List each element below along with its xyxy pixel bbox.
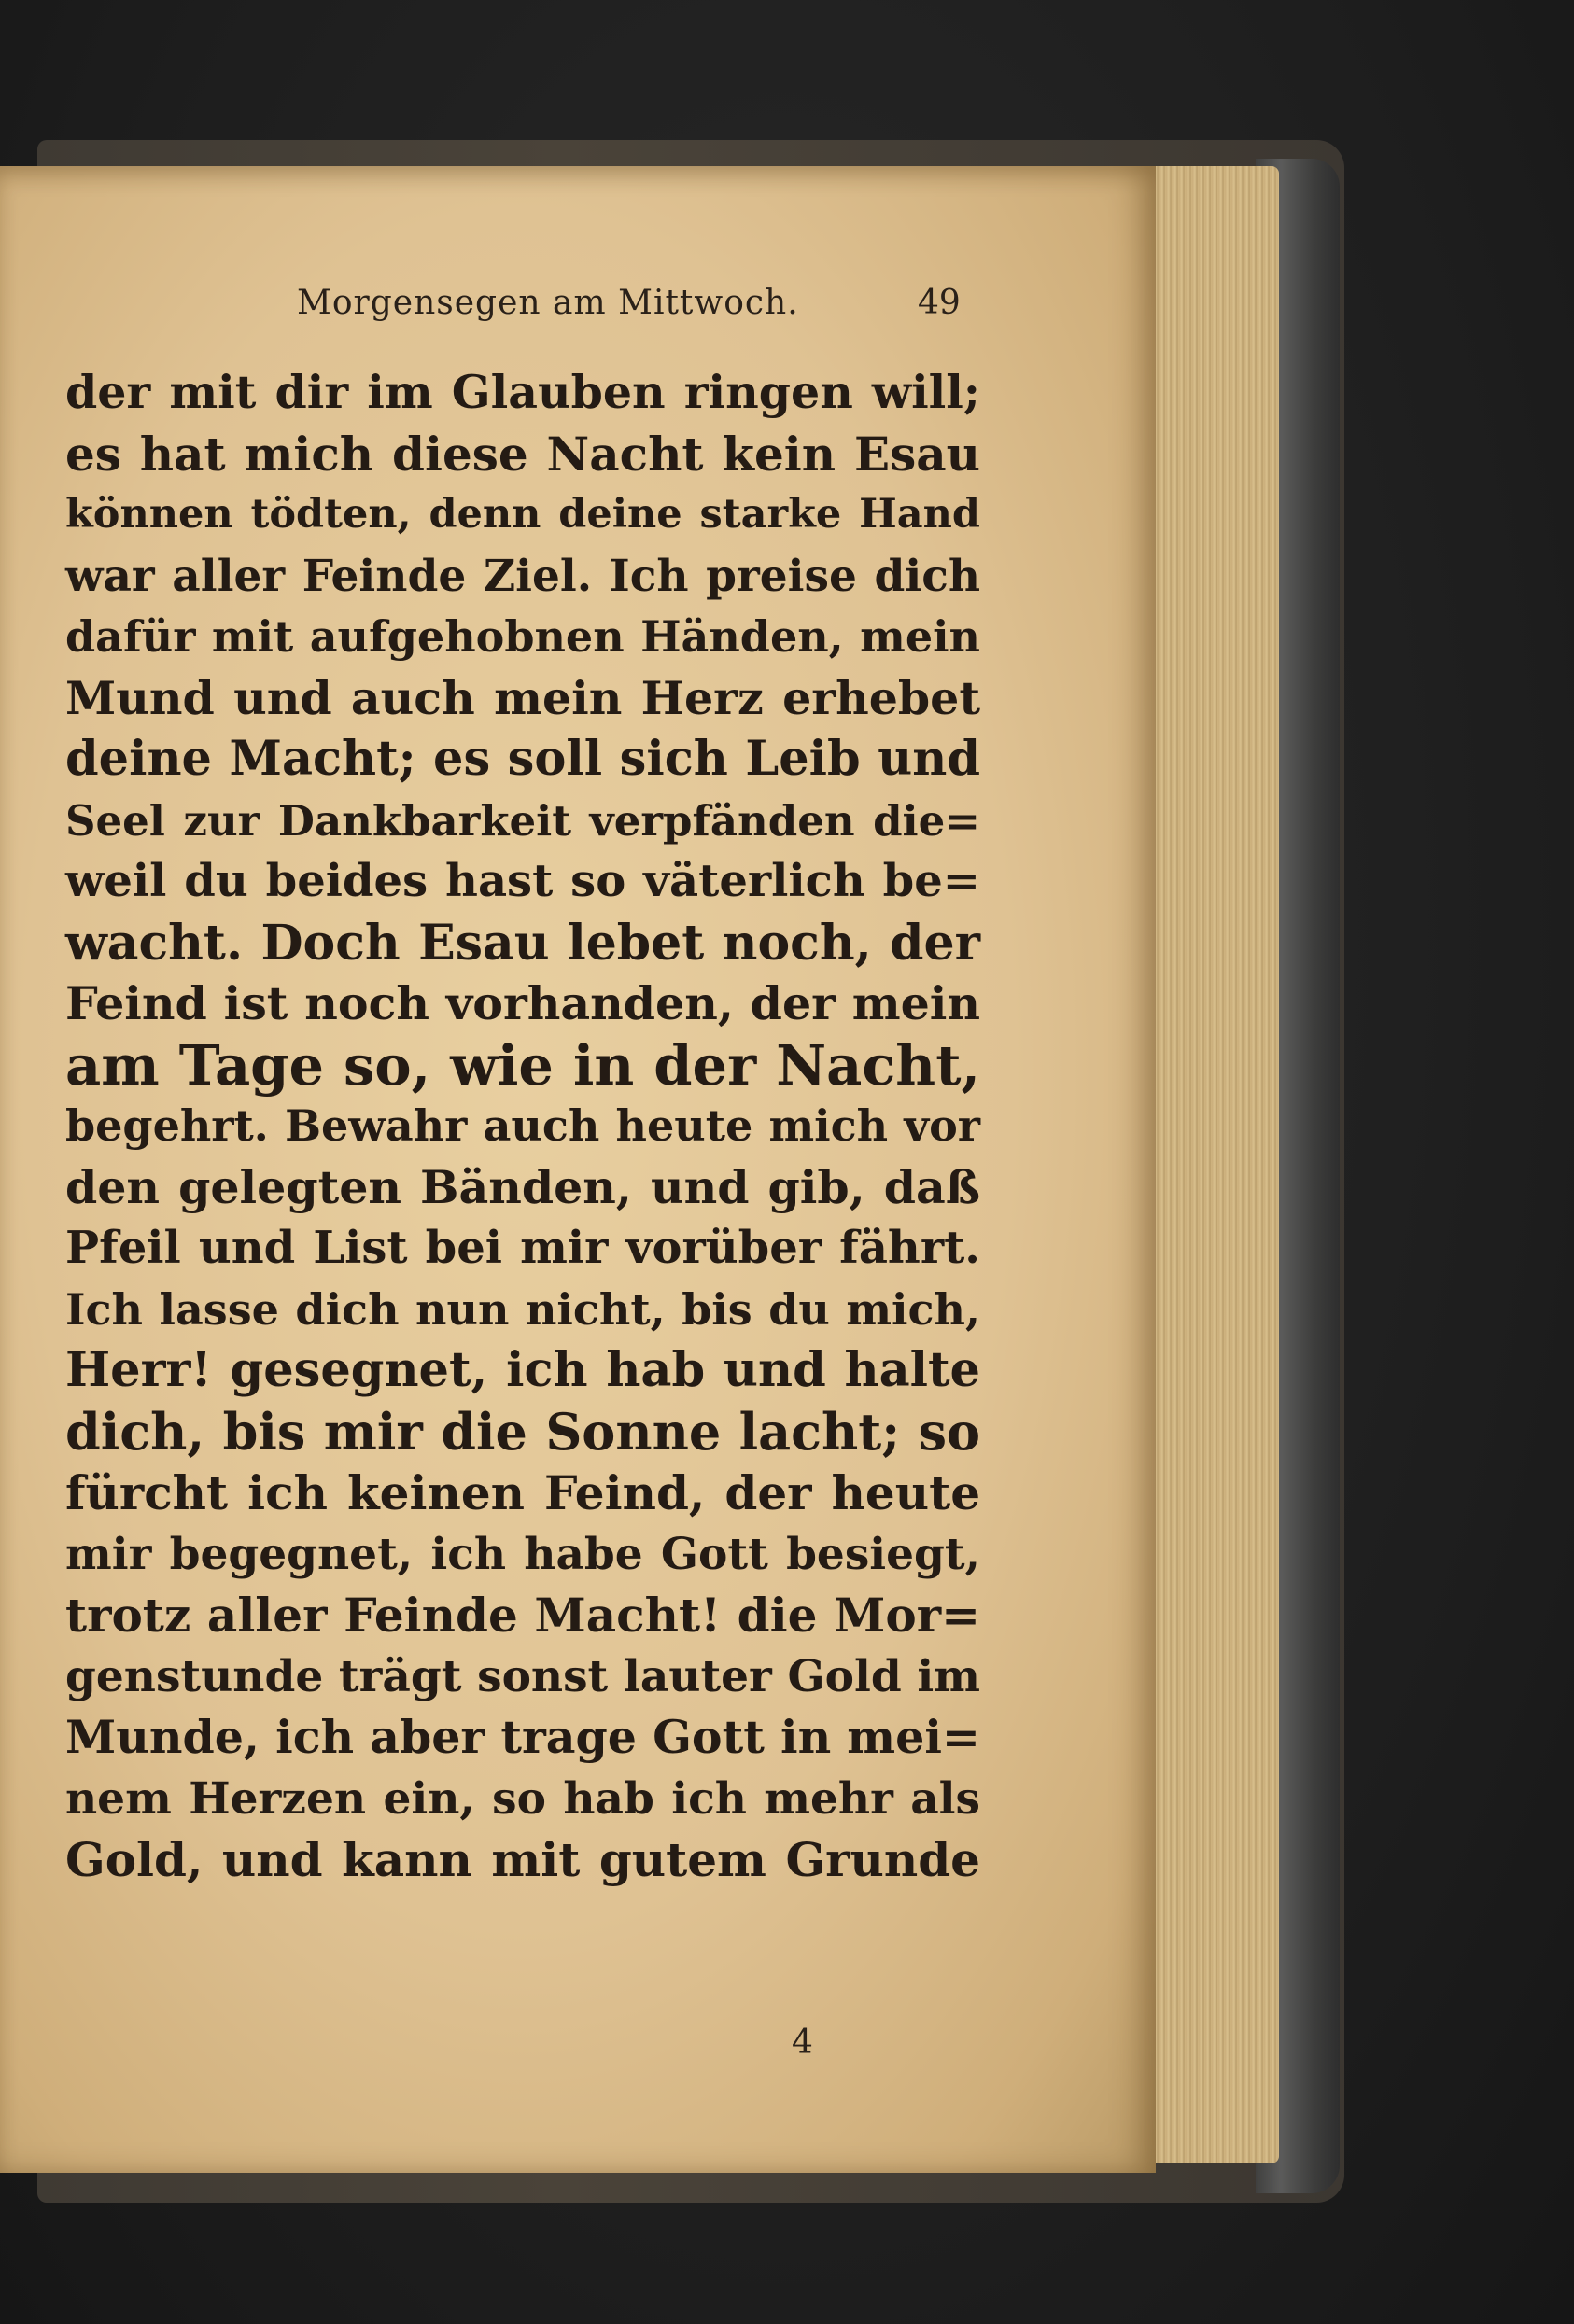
signature-mark: 4 xyxy=(792,2023,813,2062)
text-line: den gelegten Bänden, und gib, daß xyxy=(65,1159,980,1214)
text-line: der mit dir im Glauben ringen will; xyxy=(65,365,980,419)
text-line: deine Macht; es soll sich Leib und xyxy=(65,731,980,787)
text-line: Gold, und kann mit gutem Grunde xyxy=(65,1832,980,1887)
text-line: dafür mit aufgehobnen Händen, mein xyxy=(65,611,980,662)
text-line: mir begegnet, ich habe Gott besiegt, xyxy=(65,1528,980,1580)
text-line: trotz aller Feinde Macht! die Mor= xyxy=(65,1588,980,1643)
text-line: Seel zur Dankbarkeit verpfänden die= xyxy=(65,795,980,846)
body-text xyxy=(65,362,980,1891)
text-line: begehrt. Bewahr auch heute mich vor xyxy=(65,1100,980,1151)
text-line: Herr! gesegnet, ich hab und halte xyxy=(65,1342,980,1398)
text-line: genstunde trägt sonst lauter Gold im xyxy=(65,1650,980,1702)
text-line: Munde, ich aber trage Gott in mei= xyxy=(65,1710,980,1764)
page-number: 49 xyxy=(918,284,961,322)
text-line: Feind ist noch vorhanden, der mein xyxy=(65,976,980,1030)
text-line: wacht. Doch Esau lebet noch, der xyxy=(65,914,980,972)
text-line: können tödten, denn deine starke Hand xyxy=(65,491,980,538)
book-page xyxy=(0,166,1156,2173)
text-line: fürcht ich keinen Feind, der heute xyxy=(65,1465,980,1520)
running-title: Morgensegen am Mittwoch. xyxy=(297,284,799,322)
text-line: nem Herzen ein, so hab ich mehr als xyxy=(65,1772,980,1825)
text-line: Mund und auch mein Herz erhebet xyxy=(65,670,980,725)
text-line: Ich lasse dich nun nicht, bis du mich, xyxy=(65,1283,980,1335)
running-head xyxy=(0,276,1156,332)
text-line: dich, bis mir die Sonne lacht; so xyxy=(65,1401,980,1462)
text-line: es hat mich diese Nacht kein Esau xyxy=(65,426,980,482)
text-line: weil du beides hast so väterlich be= xyxy=(65,855,980,907)
text-line: war aller Feinde Ziel. Ich preise dich xyxy=(65,550,980,602)
text-line: Pfeil und List bei mir vorüber fährt. xyxy=(65,1222,980,1274)
text-line: am Tage so, wie in der Nacht, xyxy=(65,1032,980,1098)
